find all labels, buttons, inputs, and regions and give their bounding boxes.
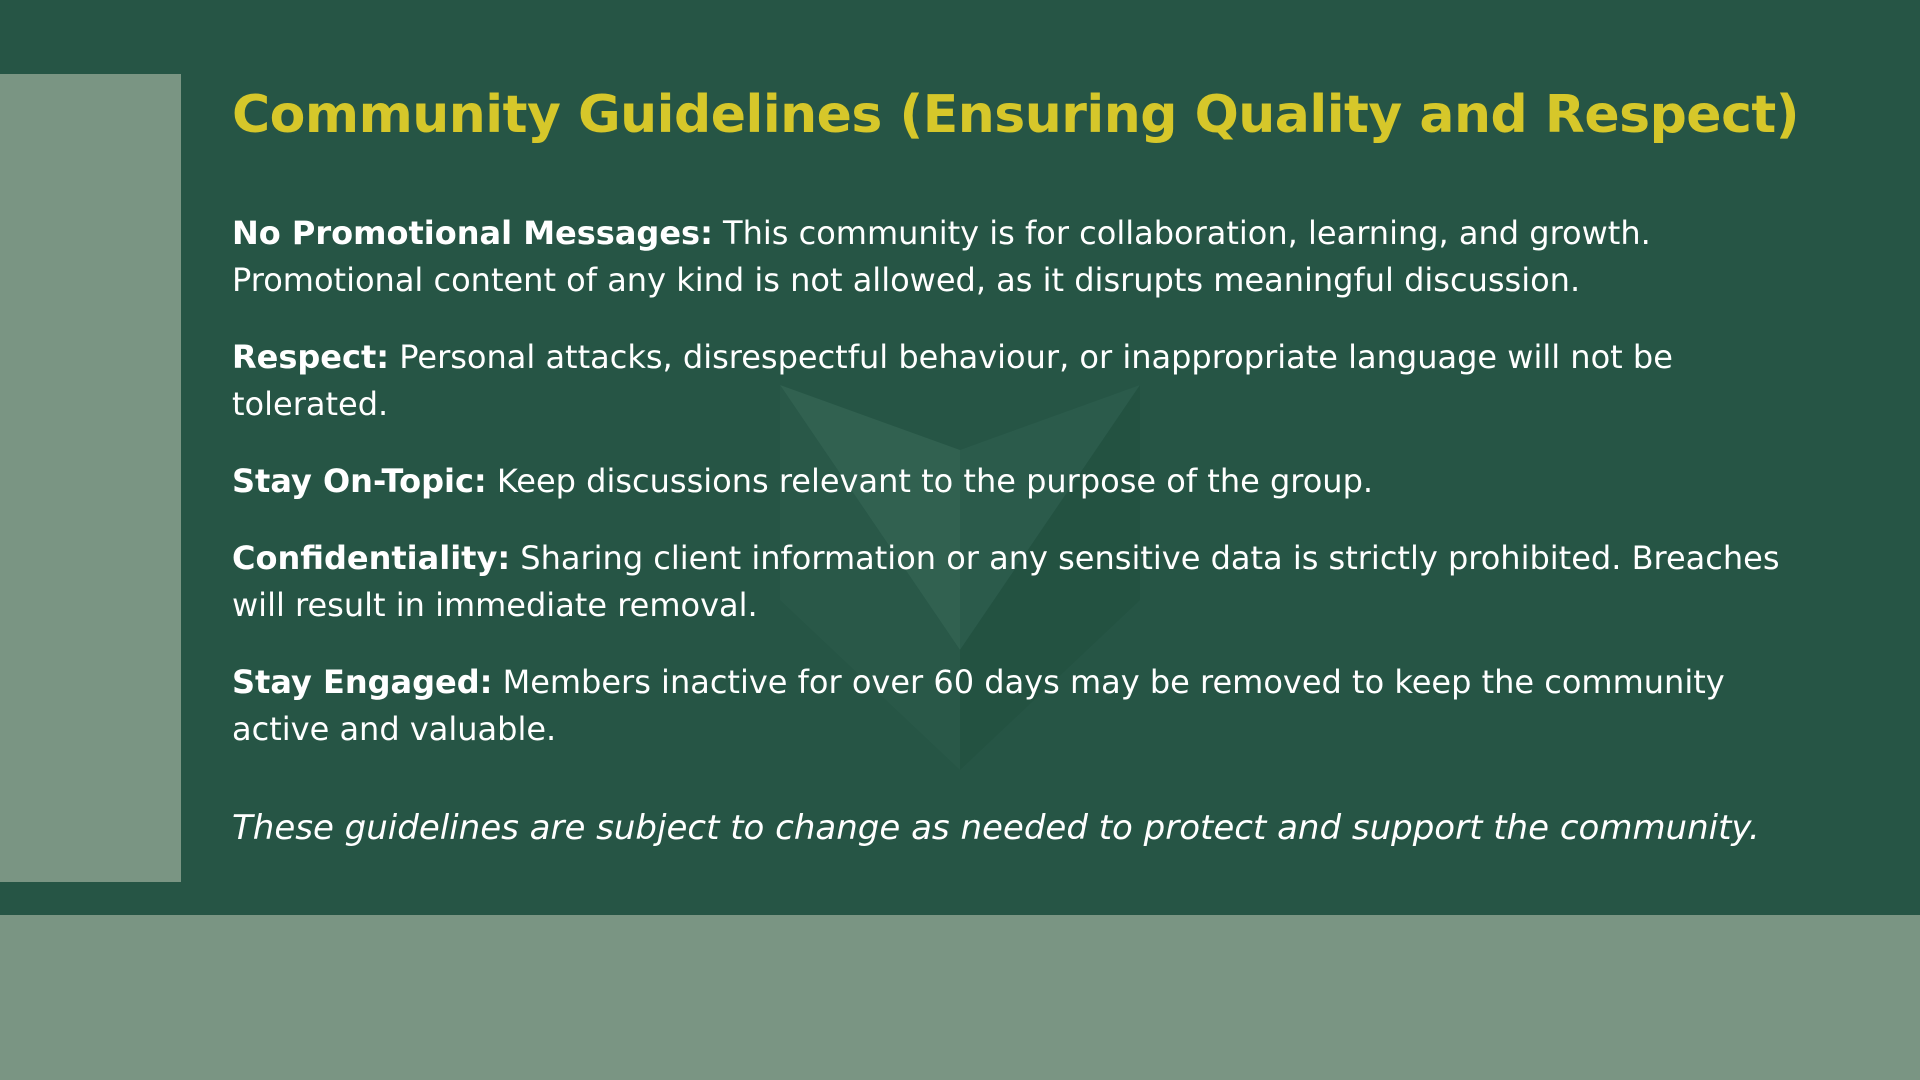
guideline-text: This community is for collaboration, learning, and growth. Promotional content of any kind is not allowed, as it disrupts meaningful discussion. <box>232 214 1651 299</box>
guideline-label: Confidentiality: <box>232 539 511 577</box>
guideline-item <box>232 659 1832 753</box>
page-title: Community Guidelines (Ensuring Quality and Respect) <box>232 85 1800 145</box>
footer-note: These guidelines are subject to change as needed to protect and support the community. <box>232 808 1760 848</box>
guideline-item <box>232 210 1832 304</box>
guideline-label: Respect: <box>232 338 390 376</box>
guideline-text: Sharing client information or any sensitive data is strictly prohibited. Breaches will result in immediate removal. <box>232 539 1780 624</box>
guideline-label: Stay On-Topic: <box>232 462 487 500</box>
guideline-text: Members inactive for over 60 days may be removed to keep the community active and valuable. <box>232 663 1725 748</box>
guideline-item <box>232 458 1832 505</box>
left-accent-bar <box>0 74 181 882</box>
guideline-label: Stay Engaged: <box>232 663 493 701</box>
guideline-text: Keep discussions relevant to the purpose of the group. <box>486 462 1374 500</box>
guideline-label: No Promotional Messages: <box>232 214 713 252</box>
guidelines-list <box>232 210 1832 753</box>
guideline-item <box>232 535 1832 629</box>
main-content <box>232 80 1832 852</box>
guideline-item <box>232 334 1832 428</box>
guideline-text: Personal attacks, disrespectful behaviour, or inappropriate language will not be tolerated. <box>232 338 1673 423</box>
